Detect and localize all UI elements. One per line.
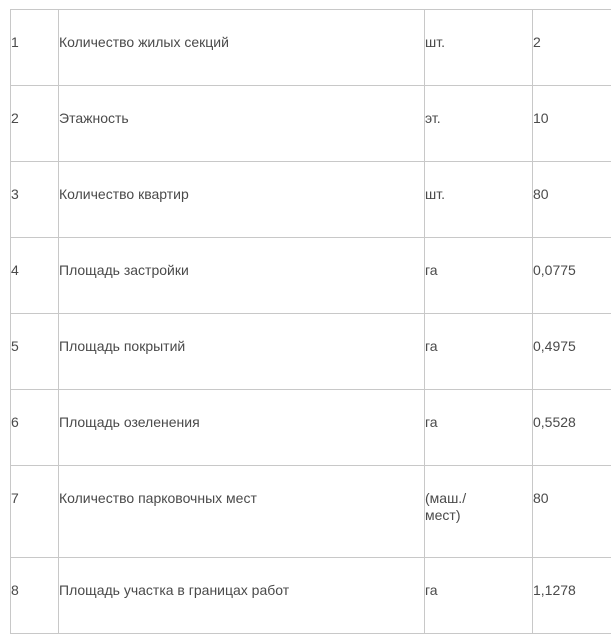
table-row <box>11 86 611 162</box>
row-unit: шт. <box>425 162 533 238</box>
row-number: 2 <box>11 86 59 162</box>
row-value: 80 <box>533 466 611 558</box>
row-unit: эт. <box>425 86 533 162</box>
table-row <box>11 162 611 238</box>
row-name: Площадь участка в границах работ <box>59 558 425 634</box>
row-value: 2 <box>533 10 611 86</box>
table-row <box>11 390 611 466</box>
table-row <box>11 10 611 86</box>
row-number: 7 <box>11 466 59 558</box>
table-row <box>11 558 611 634</box>
row-unit: га <box>425 238 533 314</box>
row-number: 8 <box>11 558 59 634</box>
row-name: Количество парковочных мест <box>59 466 425 558</box>
row-value: 10 <box>533 86 611 162</box>
row-unit: га <box>425 314 533 390</box>
row-name: Количество жилых секций <box>59 10 425 86</box>
row-value: 80 <box>533 162 611 238</box>
row-value: 0,4975 <box>533 314 611 390</box>
row-name: Площадь озеленения <box>59 390 425 466</box>
table-row <box>11 238 611 314</box>
row-value: 1,1278 <box>533 558 611 634</box>
row-number: 1 <box>11 10 59 86</box>
row-number: 4 <box>11 238 59 314</box>
row-unit: шт. <box>425 10 533 86</box>
row-value: 0,5528 <box>533 390 611 466</box>
row-name: Этажность <box>59 86 425 162</box>
table-row <box>11 466 611 558</box>
specifications-table <box>10 9 611 634</box>
row-unit-line2: мест) <box>425 507 461 523</box>
row-number: 5 <box>11 314 59 390</box>
row-value: 0,0775 <box>533 238 611 314</box>
row-name: Количество квартир <box>59 162 425 238</box>
row-unit: га <box>425 558 533 634</box>
row-unit: га <box>425 390 533 466</box>
row-name: Площадь покрытий <box>59 314 425 390</box>
table-row <box>11 314 611 390</box>
row-number: 6 <box>11 390 59 466</box>
row-unit <box>425 466 533 558</box>
row-unit-line1: (маш./ <box>425 490 467 506</box>
row-number: 3 <box>11 162 59 238</box>
row-name: Площадь застройки <box>59 238 425 314</box>
